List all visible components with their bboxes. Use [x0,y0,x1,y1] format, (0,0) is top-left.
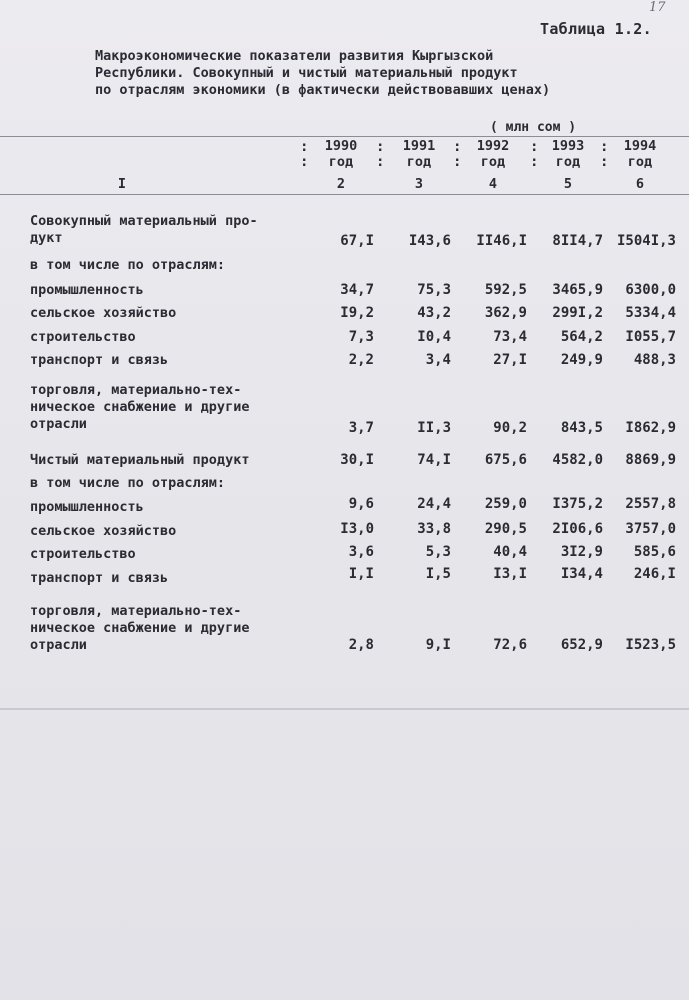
row-label [30,475,300,492]
column-number: 5 [563,176,573,192]
row-label [30,546,300,563]
table-cell-value: 5334,4 [625,305,676,321]
table-cell-value: I3,I [493,566,527,582]
row-label [30,603,300,654]
table-cell-value: I34,4 [560,566,603,582]
row-label [30,282,300,299]
row-label-line: отрасли [30,637,87,653]
table-cell-value: 8869,9 [625,452,676,468]
table-cell-value: 90,2 [493,420,527,436]
table-cell-value: 564,2 [560,329,603,345]
column-separator: : : [600,139,609,170]
table-cell-value: 24,4 [417,496,451,512]
table-cell-value: 75,3 [417,282,451,298]
units-label: ( млн сом ) [490,120,577,135]
table-cell-value: 2,2 [348,352,374,368]
column-number: 6 [635,176,645,192]
table-cell-value: 592,5 [484,282,527,298]
table-cell-value: 290,5 [484,521,527,537]
table-cell-value: 3757,0 [625,521,676,537]
table-cell-value: 74,I [417,452,451,468]
table-cell-value: 3465,9 [552,282,603,298]
row-label [30,213,300,247]
column-number-label: I [117,176,127,192]
column-header-1993: 1993 год [551,138,585,170]
row-label [30,570,300,587]
table-cell-value: 67,I [340,233,374,249]
column-header-1994: 1994 год [623,138,657,170]
table-cell-value: 40,4 [493,544,527,560]
column-separator: : : [376,139,385,170]
table-cell-value: 2I06,6 [552,521,603,537]
row-label [30,452,300,469]
row-label-line: сельское хозяйство [30,523,177,539]
column-separator: : : [300,139,309,170]
column-number: 4 [488,176,498,192]
table-cell-value: 246,I [633,566,676,582]
table-cell-value: II46,I [476,233,527,249]
row-label-line: в том числе по отраслям: [30,257,226,273]
table-cell-value: 6300,0 [625,282,676,298]
column-header-1991: 1991 год [402,138,436,170]
row-label-line: Совокупный материальный про- [30,213,258,229]
table-title [95,48,655,99]
table-cell-value: I9,2 [340,305,374,321]
table-cell-value: 8II4,7 [552,233,603,249]
table-cell-value: 34,7 [340,282,374,298]
row-label-line: транспорт и связь [30,352,169,368]
column-separator: : : [453,139,462,170]
table-cell-value: 488,3 [633,352,676,368]
table-cell-value: 27,I [493,352,527,368]
row-label-line: дукт [30,230,63,246]
row-label-line: промышленность [30,499,144,515]
page-corner-mark: 17 [649,0,666,15]
table-cell-value: I055,7 [625,329,676,345]
table-cell-value: 249,9 [560,352,603,368]
row-label-line: Чистый материальный продукт [30,452,250,468]
row-label [30,257,300,274]
table-cell-value: 30,I [340,452,374,468]
row-label-line: торговля, материально-тех- [30,603,242,619]
title-line: Макроэкономические показатели развития Кыргызской [95,48,494,64]
page-fold-line [0,708,689,710]
table-cell-value: 2,8 [348,637,374,653]
title-line: Республики. Совокупный и чистый материальный продукт [95,65,518,81]
table-cell-value: 675,6 [484,452,527,468]
column-separator: : : [530,139,539,170]
table-cell-value: 72,6 [493,637,527,653]
table-cell-value: I523,5 [625,637,676,653]
table-cell-value: I862,9 [625,420,676,436]
header-bottom-rule [0,194,689,195]
row-label [30,382,300,433]
table-cell-value: 3,4 [425,352,451,368]
row-label-line: промышленность [30,282,144,298]
table-cell-value: 5,3 [425,544,451,560]
table-cell-value: I43,6 [408,233,451,249]
column-number: 2 [336,176,346,192]
row-label [30,329,300,346]
row-label [30,352,300,369]
row-label-line: торговля, материально-тех- [30,382,242,398]
table-cell-value: 3I2,9 [560,544,603,560]
table-cell-value: 3,6 [348,544,374,560]
header-top-rule [0,136,689,137]
table-cell-value: I,I [348,566,374,582]
row-label-line: транспорт и связь [30,570,169,586]
column-header-1992: 1992 год [476,138,510,170]
table-cell-value: 2557,8 [625,496,676,512]
table-cell-value: I,5 [425,566,451,582]
row-label-line: в том числе по отраслям: [30,475,226,491]
table-cell-value: 3,7 [348,420,374,436]
table-cell-value: 9,6 [348,496,374,512]
row-label-line: строительство [30,546,136,562]
table-cell-value: 259,0 [484,496,527,512]
table-cell-value: 4582,0 [552,452,603,468]
row-label [30,499,300,516]
table-cell-value: I0,4 [417,329,451,345]
row-label [30,523,300,540]
row-label-line: ническое снабжение и другие [30,620,250,636]
table-cell-value: 7,3 [348,329,374,345]
table-cell-value: I375,2 [552,496,603,512]
row-label-line: сельское хозяйство [30,305,177,321]
column-header-1990: 1990 год [324,138,358,170]
row-label-line: отрасли [30,416,87,432]
table-cell-value: 33,8 [417,521,451,537]
column-number: 3 [414,176,424,192]
table-cell-value: II,3 [417,420,451,436]
table-cell-value: 843,5 [560,420,603,436]
table-cell-value: I3,0 [340,521,374,537]
table-cell-value: 299I,2 [552,305,603,321]
table-cell-value: 585,6 [633,544,676,560]
table-number-label: Таблица 1.2. [540,20,652,38]
table-cell-value: I504I,3 [616,233,676,249]
row-label-line: ническое снабжение и другие [30,399,250,415]
row-label-line: строительство [30,329,136,345]
table-cell-value: 43,2 [417,305,451,321]
title-line: по отраслям экономики (в фактически действовавших ценах) [95,82,551,98]
row-label [30,305,300,322]
table-cell-value: 9,I [425,637,451,653]
table-cell-value: 73,4 [493,329,527,345]
table-cell-value: 652,9 [560,637,603,653]
table-cell-value: 362,9 [484,305,527,321]
